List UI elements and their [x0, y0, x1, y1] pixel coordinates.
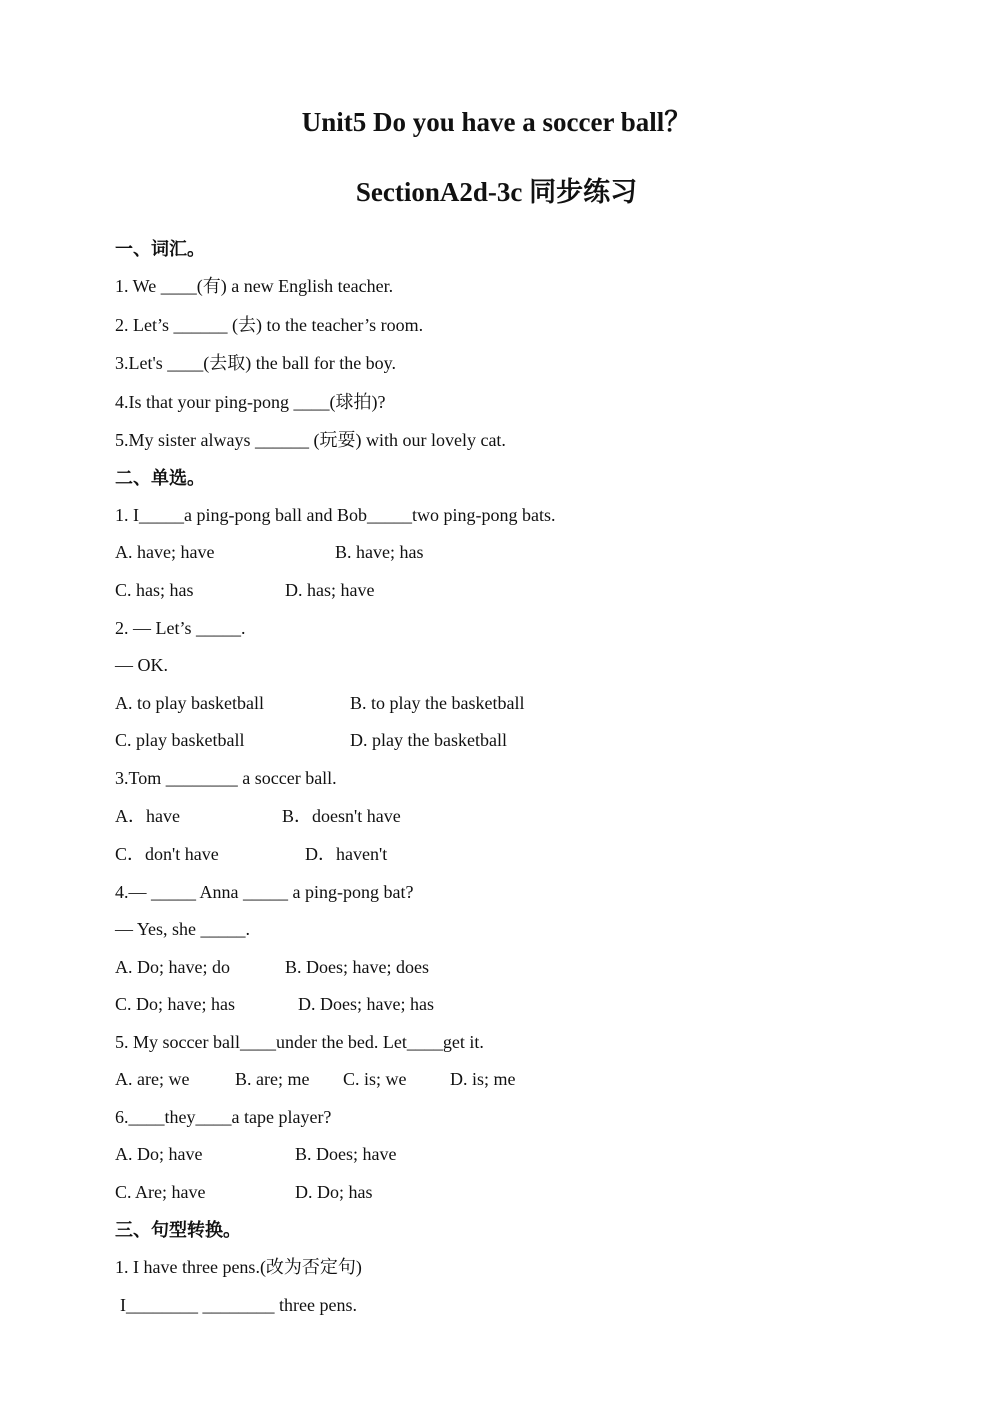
vocab-question-2: 2. Let’s ______ (去) to the teacher’s room.: [115, 315, 424, 335]
page-subtitle: SectionA2d-3c 同步练习: [355, 177, 638, 207]
transform-question-1: 1. I have three pens.(改为否定句): [115, 1257, 362, 1277]
mc-q2-option-d: D. play the basketball: [350, 730, 507, 750]
page-title: Unit5 Do you have a soccer ball？: [301, 107, 692, 137]
mc-q6-option-a: A. Do; have: [115, 1144, 203, 1164]
section-heading-vocabulary: 一、词汇。: [115, 239, 205, 259]
mc-question-4: 4.— _____ Anna _____ a ping-pong bat?: [115, 882, 414, 902]
mc-question-6: 6.____they____a tape player?: [115, 1107, 332, 1127]
mc-q4-option-c: C. Do; have; has: [115, 994, 235, 1014]
mc-q1-option-d: D. has; have: [285, 580, 375, 600]
mc-q6-option-d: D. Do; has: [295, 1182, 373, 1202]
mc-q3-option-c: C．don't have: [115, 844, 219, 864]
mc-question-3: 3.Tom ________ a soccer ball.: [115, 768, 337, 788]
mc-q1-option-a: A. have; have: [115, 542, 215, 562]
mc-q5-option-d: D. is; me: [450, 1069, 516, 1089]
mc-question-5: 5. My soccer ball____under the bed. Let____get it.: [115, 1032, 484, 1052]
mc-q2-reply: — OK.: [115, 655, 168, 675]
mc-q4-option-b: B. Does; have; does: [285, 957, 429, 977]
vocab-question-4: 4.Is that your ping-pong ____(球拍)?: [115, 392, 386, 412]
mc-q5-option-a: A. are; we: [115, 1069, 190, 1089]
mc-q3-option-a: A．have: [115, 806, 180, 826]
vocab-question-5: 5.My sister always ______ (玩耍) with our lovely cat.: [115, 430, 506, 450]
mc-q4-reply: — Yes, she _____.: [115, 919, 251, 939]
mc-q2-option-c: C. play basketball: [115, 730, 245, 750]
mc-q5-option-b: B. are; me: [235, 1069, 310, 1089]
mc-q6-option-b: B. Does; have: [295, 1144, 397, 1164]
mc-q3-option-d: D．haven't: [305, 844, 388, 864]
mc-q2-option-a: A. to play basketball: [115, 693, 264, 713]
transform-q1-answer-line: I________ ________ three pens.: [120, 1295, 357, 1315]
mc-q6-option-c: C. Are; have: [115, 1182, 206, 1202]
mc-question-2: 2. — Let’s _____.: [115, 618, 246, 638]
mc-q5-option-c: C. is; we: [343, 1069, 407, 1089]
section-heading-multiple-choice: 二、单选。: [115, 468, 205, 488]
vocab-question-3: 3.Let's ____(去取) the ball for the boy.: [115, 353, 397, 373]
mc-q1-option-c: C. has; has: [115, 580, 194, 600]
section-heading-sentence-transformation: 三、句型转换。: [115, 1220, 241, 1240]
mc-q2-option-b: B. to play the basketball: [350, 693, 525, 713]
mc-q4-option-d: D. Does; have; has: [298, 994, 434, 1014]
mc-q3-option-b: B．doesn't have: [282, 806, 401, 826]
mc-question-1: 1. I_____a ping-pong ball and Bob_____two ping-pong bats.: [115, 505, 556, 525]
mc-q4-option-a: A. Do; have; do: [115, 957, 230, 977]
vocab-question-1: 1. We ____(有) a new English teacher.: [115, 276, 394, 296]
mc-q1-option-b: B. have; has: [335, 542, 424, 562]
